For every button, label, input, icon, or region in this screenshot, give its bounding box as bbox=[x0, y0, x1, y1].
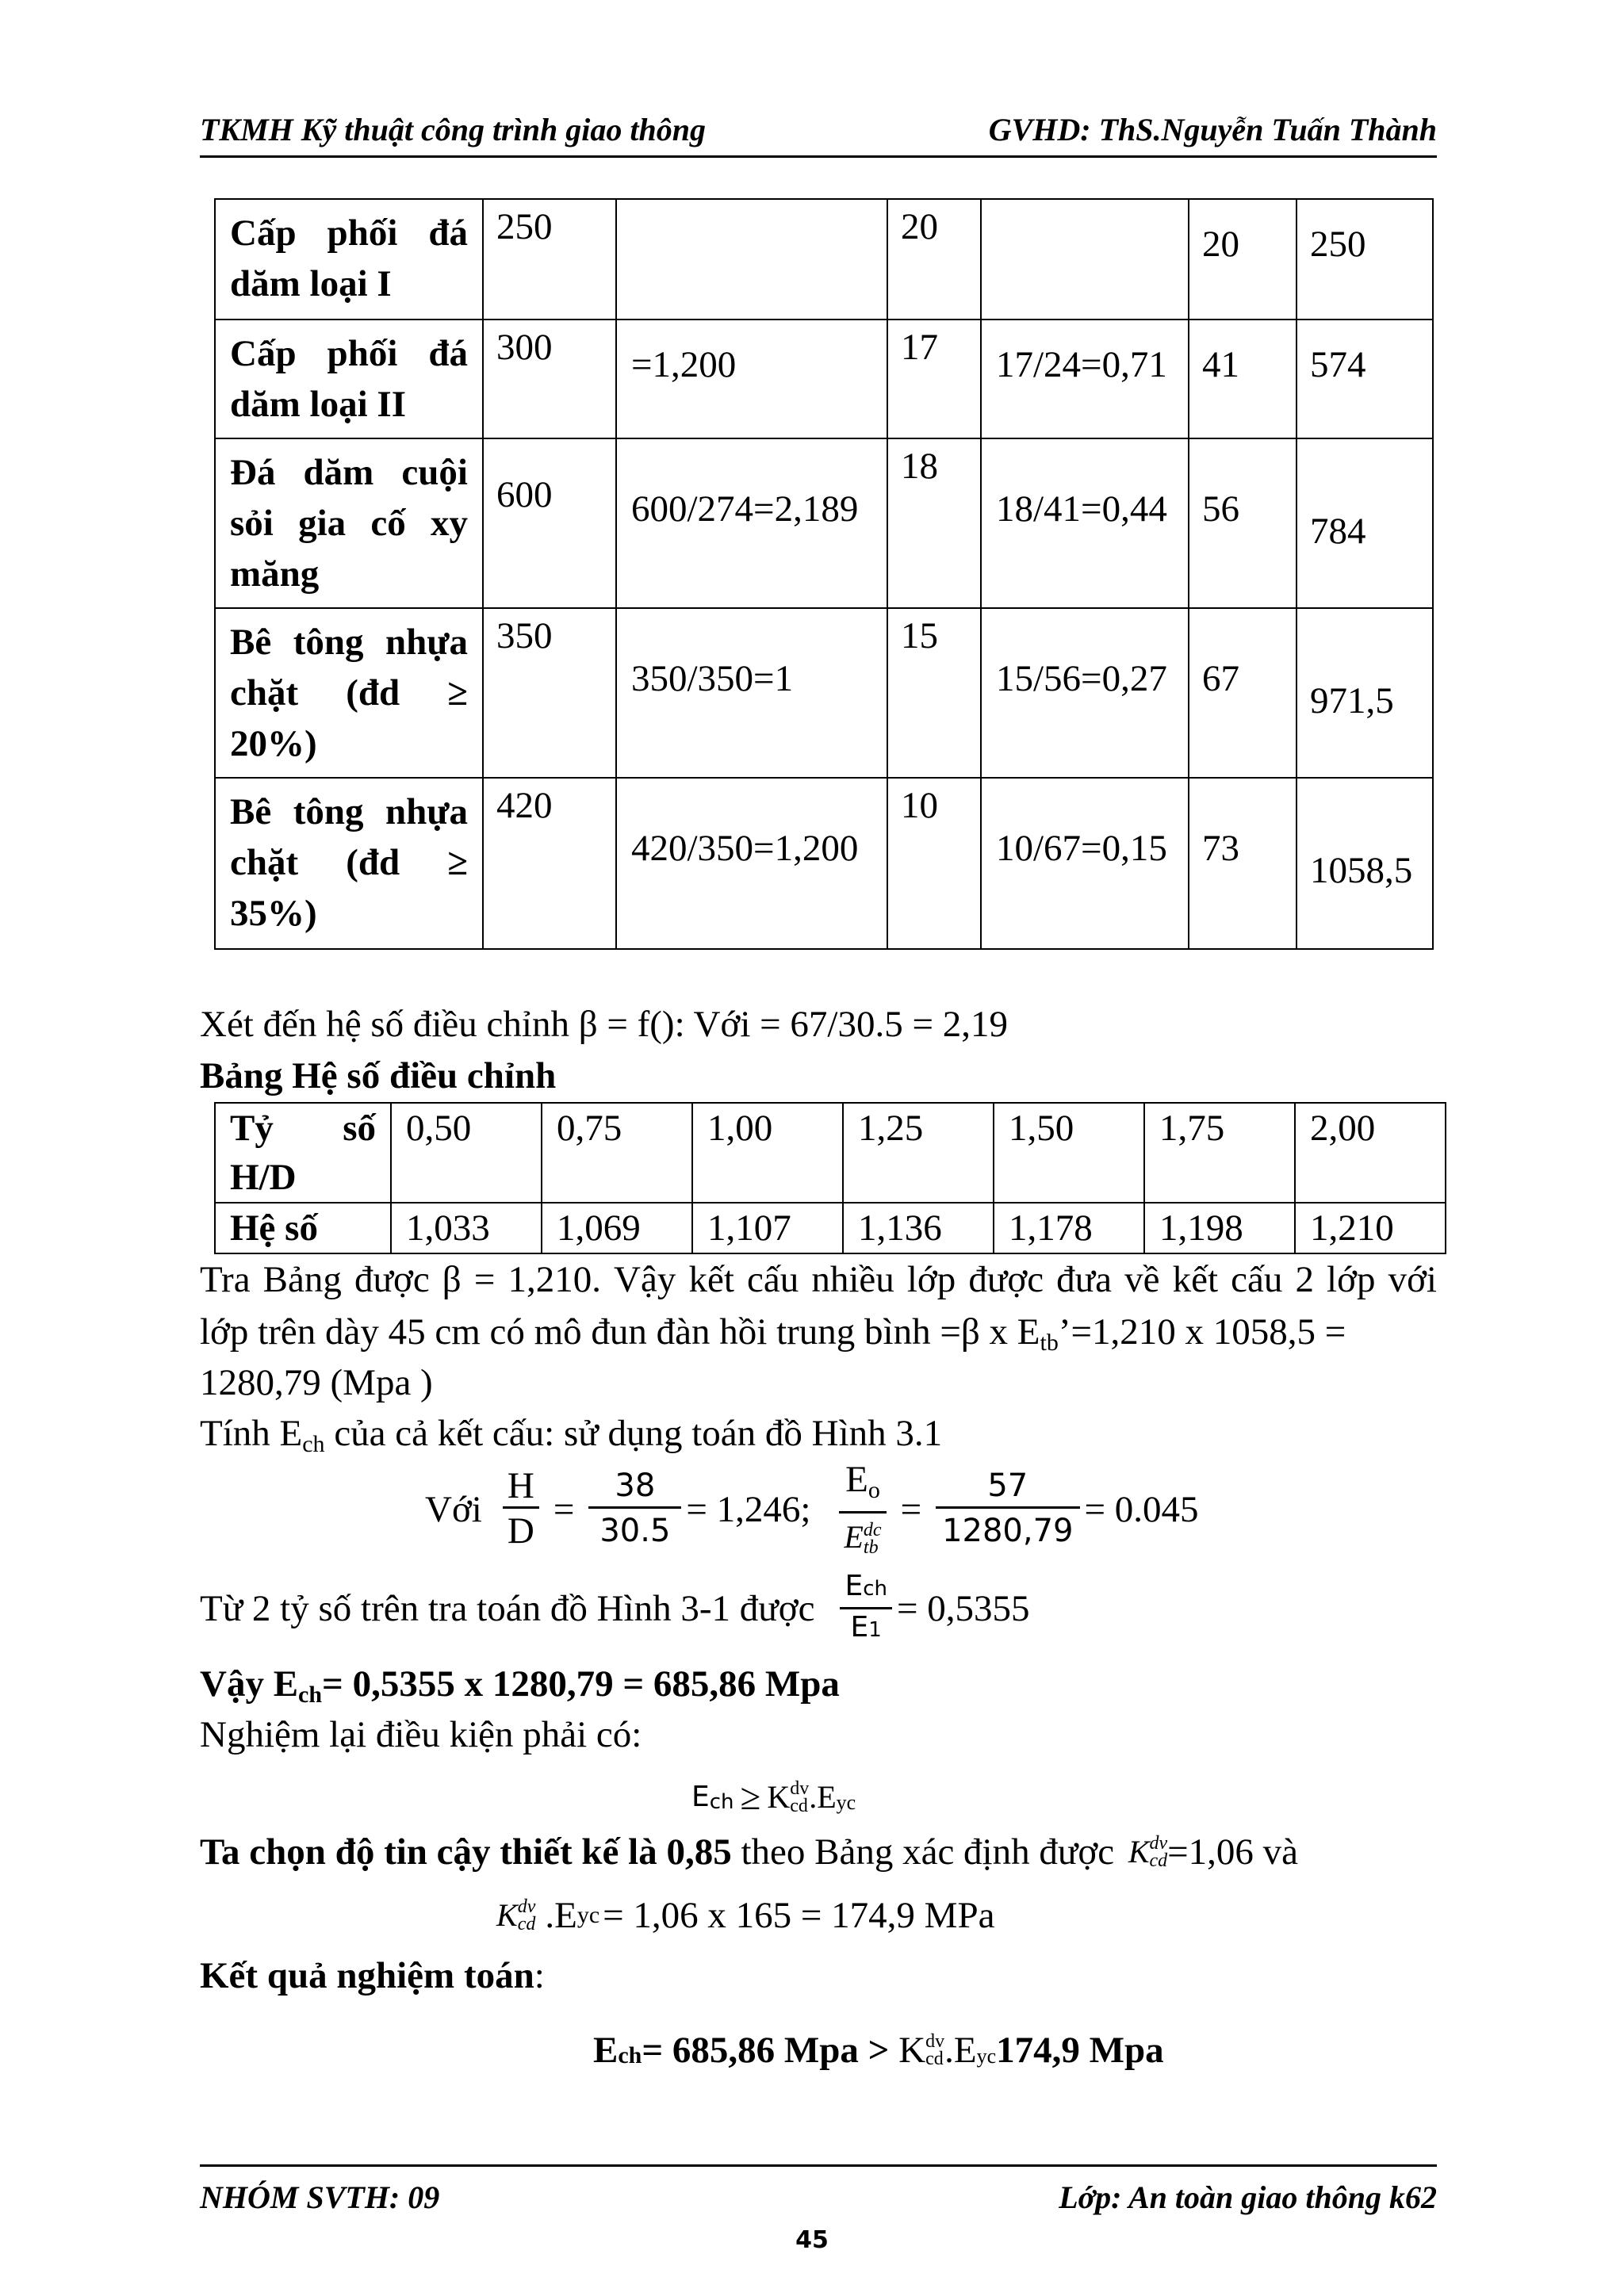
sum-h-value: 56 bbox=[1202, 488, 1239, 530]
ht-value: 18/41=0,44 bbox=[996, 488, 1167, 530]
ratio-value: 600/274=2,189 bbox=[631, 488, 859, 530]
layer-label: Đá dăm cuội sỏi gia cố xy măng bbox=[215, 438, 483, 608]
coef-value: 1,178 bbox=[994, 1203, 1144, 1253]
footer-rule bbox=[200, 2164, 1437, 2167]
coef-label: Hệ số bbox=[215, 1203, 391, 1253]
sum-h-value: 67 bbox=[1202, 658, 1239, 699]
etb-value: 1058,5 bbox=[1310, 850, 1413, 891]
sum-h-value: 20 bbox=[1202, 224, 1239, 265]
hd-value: 1,75 bbox=[1144, 1103, 1295, 1203]
ratio-value: =1,200 bbox=[631, 344, 737, 385]
beta-table-title: Bảng Hệ số điều chỉnh bbox=[200, 1055, 557, 1096]
tinh-line: Tính $E_{ch}$ của cả kết cấu: sử dụng toán đồ Hình 3.1 bbox=[200, 1413, 943, 1457]
h-value: 15 bbox=[901, 615, 938, 656]
para1-line3: 1280,79 (Mpa ) bbox=[200, 1362, 433, 1403]
sum-h-value: 41 bbox=[1202, 344, 1239, 385]
header-rule bbox=[200, 155, 1437, 158]
table-row bbox=[215, 438, 1433, 608]
coef-value: 1,136 bbox=[843, 1203, 994, 1253]
ht-value: 17/24=0,71 bbox=[996, 344, 1167, 385]
e-value: 300 bbox=[496, 327, 553, 368]
ratio-label: Tỷ số H/D bbox=[215, 1103, 391, 1203]
table-row bbox=[215, 1103, 1446, 1203]
hd-value: 2,00 bbox=[1295, 1103, 1446, 1203]
ta-chon: Ta chọn độ tin cậy thiết kế là 0,85 theo Bảng xác định được K dv cd =1,06 và bbox=[200, 1831, 1299, 1873]
table-row bbox=[215, 199, 1433, 320]
hd-value: 1,50 bbox=[994, 1103, 1144, 1203]
k-line: K dv cd .E yc = 1,06 x 165 = 174,9 MPa bbox=[496, 1895, 995, 1936]
h-value: 20 bbox=[901, 206, 938, 247]
final-result: E ch = 685,86 Mpa > K dv cd .E yc 174,9 Mpa bbox=[593, 2030, 1164, 2071]
hd-value: 1,25 bbox=[843, 1103, 994, 1203]
sum-h-value: 73 bbox=[1202, 828, 1239, 869]
hd-value: 0,50 bbox=[391, 1103, 542, 1203]
layer-label: Bê tông nhựa chặt (đd ≥ 35%) bbox=[215, 778, 483, 949]
h-value: 10 bbox=[901, 785, 938, 826]
e-value: 350 bbox=[496, 615, 553, 656]
hd-value: 0,75 bbox=[542, 1103, 692, 1203]
coef-value: 1,069 bbox=[542, 1203, 692, 1253]
table-row bbox=[215, 320, 1433, 438]
hd-value: 1,00 bbox=[692, 1103, 843, 1203]
etb-value: 971,5 bbox=[1310, 680, 1394, 721]
coef-value: 1,210 bbox=[1295, 1203, 1446, 1253]
header-left: TKMH Kỹ thuật công trình giao thông bbox=[200, 112, 706, 147]
coef-value: 1,198 bbox=[1144, 1203, 1295, 1253]
e-value: 600 bbox=[496, 474, 553, 515]
layers-table bbox=[214, 198, 1434, 950]
ht-value: 15/56=0,27 bbox=[996, 658, 1167, 699]
header-right: GVHD: ThS.Nguyễn Tuấn Thành bbox=[988, 112, 1437, 147]
e-value: 420 bbox=[496, 785, 553, 826]
nghiem-lai: Nghiệm lại điều kiện phải có: bbox=[200, 1714, 642, 1755]
coef-value: 1,107 bbox=[692, 1203, 843, 1253]
equation-hd: Với $\frac{H}{D}$ = $\frac{38}{30.5}$ = 1,246; $E_o$ E dc tb = $\frac{57}{1280,79}$ = 0.045 bbox=[425, 1459, 1199, 1559]
page-number: 45 bbox=[795, 2226, 829, 2254]
ht-value: 10/67=0,15 bbox=[996, 828, 1167, 869]
layer-label: Cấp phối đá dăm loại I bbox=[215, 199, 483, 320]
etb-value: 784 bbox=[1310, 511, 1366, 552]
para1-line2: lớp trên dày 45 cm có mô đun đàn hồi trung bình =β x $E_{tb}’=1,210$ x 1058,5 = bbox=[200, 1311, 1346, 1356]
vay-result: Vậy $E_{ch}= 0,5355$ x 1280,79 = 685,86 Mpa bbox=[200, 1663, 840, 1708]
table-row bbox=[215, 1203, 1446, 1253]
etb-value: 574 bbox=[1310, 344, 1366, 385]
layer-label: Bê tông nhựa chặt (đd ≥ 20%) bbox=[215, 608, 483, 778]
ratio-value: 350/350=1 bbox=[631, 658, 794, 699]
footer-right: Lớp: An toàn giao thông k62 bbox=[1059, 2179, 1437, 2215]
ratio-value: 420/350=1,200 bbox=[631, 828, 859, 869]
table-row bbox=[215, 778, 1433, 949]
coef-value: 1,033 bbox=[391, 1203, 542, 1253]
table-row bbox=[215, 608, 1433, 778]
etb-value: 250 bbox=[1310, 224, 1366, 265]
ket-qua: Kết quả nghiệm toán: bbox=[200, 1955, 545, 1996]
footer-left: NHÓM SVTH: 09 bbox=[200, 2179, 440, 2215]
para1-line1: Tra Bảng được β = 1,210. Vậy kết cấu nhiều lớp được đưa về kết cấu 2 lớp với bbox=[200, 1259, 1437, 1300]
beta-table bbox=[214, 1102, 1446, 1254]
condition: E ch ≥ K dv cd .E yc bbox=[691, 1777, 856, 1818]
h-value: 18 bbox=[901, 446, 938, 487]
h-value: 17 bbox=[901, 327, 938, 368]
layer-label: Cấp phối đá dăm loại II bbox=[215, 320, 483, 438]
e-value: 250 bbox=[496, 206, 553, 247]
equation-ech-e1: Từ 2 tỷ số trên tra toán đồ Hình 3-1 được $\frac{\text{Ech}}{E1}$ = 0,5355 bbox=[200, 1570, 1030, 1644]
beta-intro: Xét đến hệ số điều chỉnh β = f(): Với = 67/30.5 = 2,19 bbox=[200, 1004, 1008, 1045]
